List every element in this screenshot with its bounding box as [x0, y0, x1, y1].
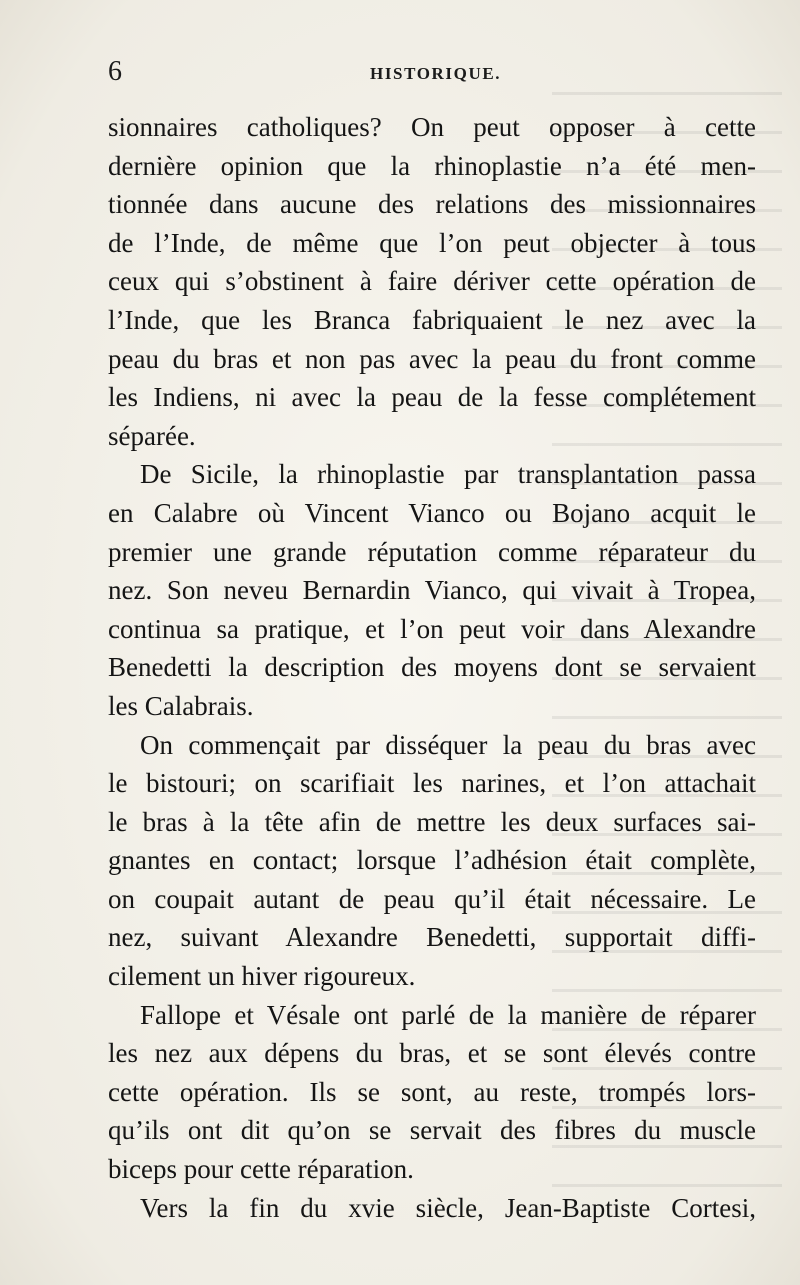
text-line: ceux qui s’obstinent à faire dériver cette opération de [108, 266, 756, 297]
text-line: on coupait autant de peau qu’il était nécessaire. Le [108, 883, 756, 914]
text-line: cette opération. Ils se sont, au reste, trompés lors- [108, 1076, 756, 1107]
text-line: gnantes en contact; lorsque l’adhésion était complète, [108, 845, 756, 876]
text-line: le bras à la tête afin de mettre les deux surfaces sai- [108, 806, 756, 837]
text-line: sionnaires catholiques? On peut opposer à cette [108, 112, 756, 142]
page-number: 6 [108, 56, 122, 87]
text-line: les Calabrais. [108, 690, 254, 721]
text-line: dernière opinion que la rhinoplastie n’a été men- [108, 150, 756, 181]
text-line: On commençait par disséquer la peau du bras avec [140, 729, 756, 760]
text-line: de l’Inde, de même que l’on peut objecter à tous [108, 227, 756, 258]
text-line: les Indiens, ni avec la peau de la fesse complétement [108, 382, 756, 413]
text-line: tionnée dans aucune des relations des missionnaires [108, 189, 756, 220]
text-line: les nez aux dépens du bras, et se sont élevés contre [108, 1038, 756, 1069]
text-line: biceps pour cette réparation. [108, 1154, 414, 1185]
text-line: en Calabre où Vincent Vianco ou Bojano acquit le [108, 497, 756, 528]
text-line: Vers la fin du xvie siècle, Jean-Baptiste Cortesi, [140, 1192, 756, 1223]
text-line: Fallope et Vésale ont parlé de la manière de réparer [140, 999, 756, 1030]
text-line: nez, suivant Alexandre Benedetti, supportait diffi- [108, 922, 756, 953]
text-line: continua sa pratique, et l’on peut voir dans Alexandre [108, 613, 756, 644]
text-line: qu’ils ont dit qu’on se servait des fibres du muscle [108, 1115, 756, 1146]
text-line: premier une grande réputation comme réparateur du [108, 536, 756, 567]
text-line: séparée. [108, 420, 196, 451]
text-line: peau du bras et non pas avec la peau du front comme [108, 343, 756, 374]
text-line: De Sicile, la rhinoplastie par transplantation passa [140, 459, 756, 490]
text-line: nez. Son neveu Bernardin Vianco, qui vivait à Tropea, [108, 575, 756, 606]
page-header [108, 56, 748, 96]
text-line: cilement un hiver rigoureux. [108, 961, 416, 992]
text-line: Benedetti la description des moyens dont se servaient [108, 652, 756, 683]
running-head: HISTORIQUE. [370, 64, 502, 83]
text-line: l’Inde, que les Branca fabriquaient le nez avec la [108, 304, 756, 335]
body-text [108, 108, 756, 1227]
text-line: le bistouri; on scarifiait les narines, et l’on attachait [108, 768, 756, 799]
